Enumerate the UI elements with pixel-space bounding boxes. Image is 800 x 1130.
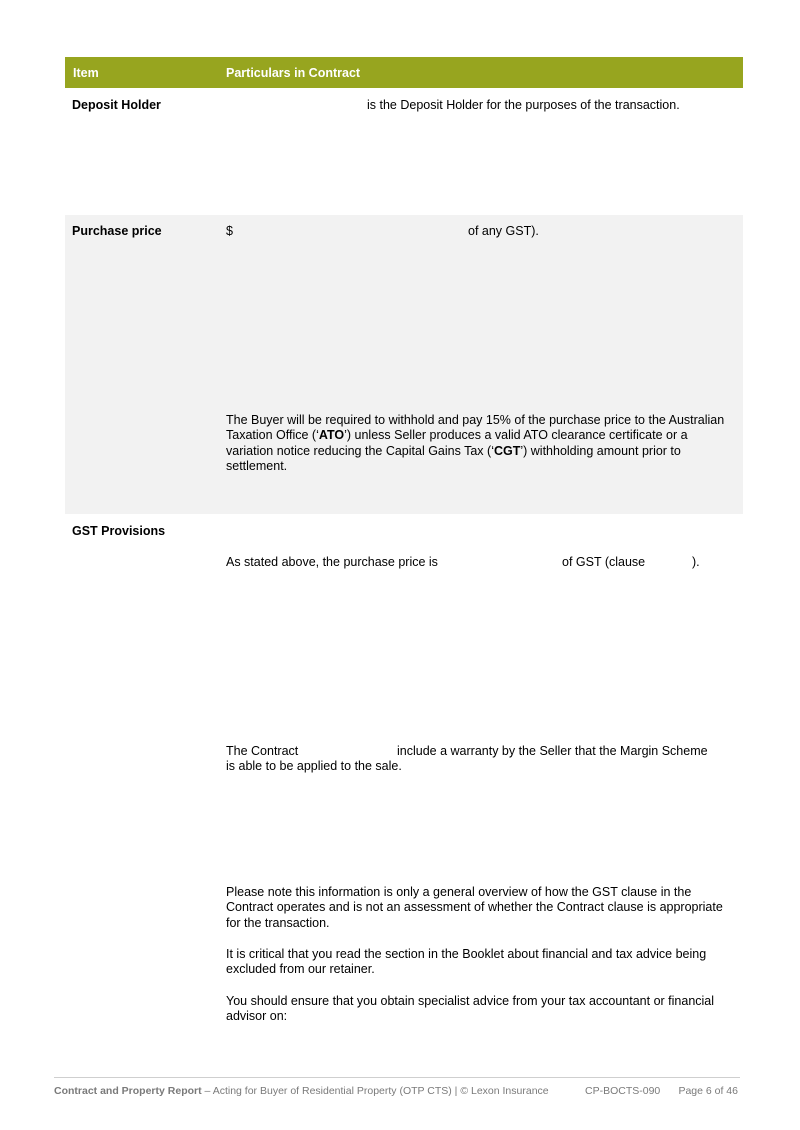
footer-subtitle: – Acting for Buyer of Residential Property (OTP CTS) | © Lexon Insurance [201, 1085, 549, 1097]
cgt-abbrev: CGT [493, 443, 521, 458]
purchase-price-label: Purchase price [72, 224, 162, 238]
gst-close-paren: ). [692, 555, 700, 569]
row-gst-provisions [65, 514, 743, 1074]
gst-contract-word: The Contract [226, 744, 299, 758]
withholding-text-2: ’) unless Seller produces a valid ATO clearance certificate or a variation notice reducing the Capital Gains Tax (‘ [226, 428, 688, 458]
footer-title: Contract and Property Report [54, 1085, 202, 1097]
gst-critical-paragraph: It is critical that you read the section in the Booklet about financial and tax advice being excluded from our retainer. [226, 947, 707, 977]
gst-of-gst-clause: of GST (clause [562, 555, 646, 569]
row-purchase-price [65, 215, 743, 514]
header-particulars: Particulars in Contract [226, 66, 361, 80]
gst-overview-paragraph: Please note this information is only a general overview of how the GST clause in the Contract operates and is not an assessment of whether the Contract clause is appropriate for the transaction. [226, 885, 723, 930]
footer-doc-code: CP-BOCTS-090 [585, 1085, 661, 1097]
gst-warranty-line2: is able to be applied to the sale. [226, 759, 402, 773]
gst-specialist-paragraph: You should ensure that you obtain specialist advice from your tax accountant or financial advisor on: [226, 994, 715, 1024]
footer-page-number: Page 6 of 46 [678, 1085, 738, 1097]
purchase-price-gst-fragment: of any GST). [468, 224, 539, 238]
ato-abbrev: ATO [318, 428, 345, 443]
row-deposit-holder [65, 88, 743, 215]
contract-particulars-table [65, 57, 743, 1074]
purchase-price-dollar: $ [226, 224, 233, 238]
gst-provisions-label: GST Provisions [72, 524, 166, 538]
footer-title-line [54, 1085, 549, 1097]
withholding-text-1: The Buyer will be required to withhold and pay 15% of the purchase price to the Australian Taxation Office (‘ [226, 413, 725, 443]
header-item: Item [73, 66, 99, 80]
deposit-holder-label: Deposit Holder [72, 98, 161, 112]
withholding-text-3: ’) withholding amount prior to settlement. [226, 443, 681, 474]
gst-warranty-text: include a warranty by the Seller that the Margin Scheme [397, 744, 708, 758]
page-footer [54, 1077, 740, 1097]
table-header [65, 57, 743, 88]
deposit-holder-text: is the Deposit Holder for the purposes of the transaction. [367, 98, 680, 112]
withholding-paragraph [226, 413, 736, 475]
gst-stated-above: As stated above, the purchase price is [226, 555, 438, 569]
